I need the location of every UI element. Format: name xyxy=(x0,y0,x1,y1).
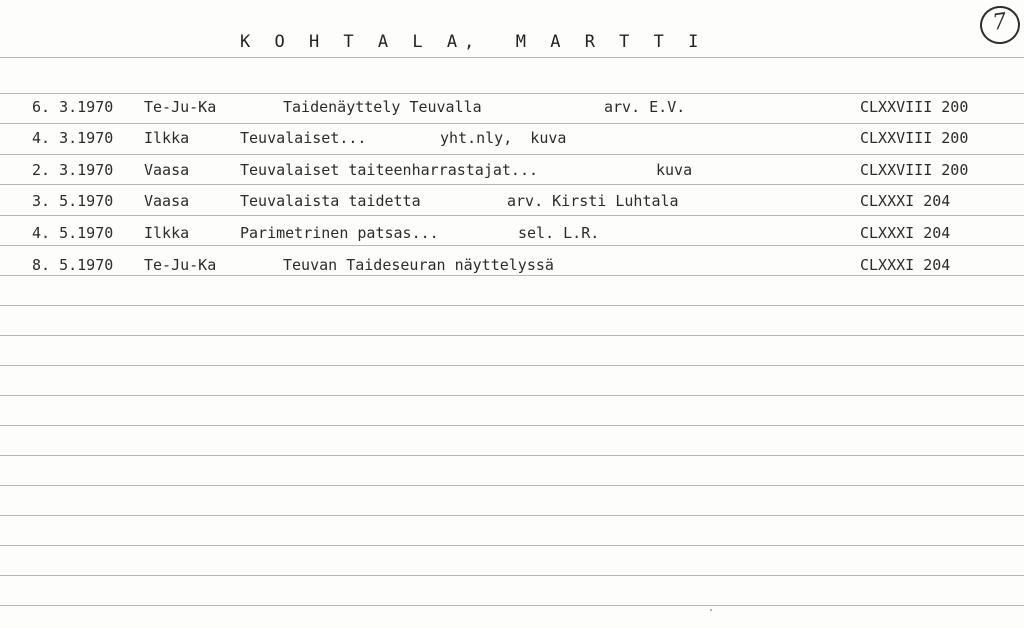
entry-source: Vaasa xyxy=(144,192,190,210)
card-number: 7 xyxy=(990,9,1009,36)
rule-line xyxy=(0,455,1024,456)
entry-note: yht.nly, kuva xyxy=(440,129,567,147)
entry-source: Te-Ju-Ka xyxy=(144,98,217,116)
rule-line xyxy=(0,395,1024,396)
entry-ref: CLXXXI 204 xyxy=(860,224,951,242)
entry-source: Ilkka xyxy=(144,129,190,147)
entry-date: 8. 5.1970 xyxy=(32,256,114,274)
entry-note: sel. L.R. xyxy=(518,224,600,242)
entry-ref: CLXXVIII 200 xyxy=(860,129,969,147)
rule-line xyxy=(0,515,1024,516)
card-number-circle xyxy=(978,3,1023,46)
entry-title: Taidenäyttely Teuvalla xyxy=(283,98,482,116)
entry-title: Teuvalaiset taiteenharrastajat... xyxy=(240,161,539,179)
entry-title: Teuvalaista taidetta xyxy=(240,192,421,210)
rule-line xyxy=(0,123,1024,124)
rule-line xyxy=(0,545,1024,546)
rule-line xyxy=(0,275,1024,276)
entry-note: kuva xyxy=(656,161,693,179)
entry-date: 4. 5.1970 xyxy=(32,224,114,242)
entry-note: arv. Kirsti Luhtala xyxy=(507,192,679,210)
entry-ref: CLXXXI 204 xyxy=(860,256,951,274)
rule-line xyxy=(0,575,1024,576)
rule-line xyxy=(0,305,1024,306)
entry-date: 4. 3.1970 xyxy=(32,129,114,147)
entry-source: Vaasa xyxy=(144,161,190,179)
paper-speck xyxy=(710,609,712,611)
entry-title: Parimetrinen patsas... xyxy=(240,224,439,242)
rule-line xyxy=(0,485,1024,486)
rule-line xyxy=(0,335,1024,336)
rule-line xyxy=(0,154,1024,155)
rule-line xyxy=(0,57,1024,58)
entry-source: Ilkka xyxy=(144,224,190,242)
rule-line xyxy=(0,605,1024,606)
card-title: K O H T A L A, M A R T T I xyxy=(240,32,706,52)
entry-ref: CLXXVIII 200 xyxy=(860,161,969,179)
entry-date: 2. 3.1970 xyxy=(32,161,114,179)
rule-line xyxy=(0,365,1024,366)
entry-note: arv. E.V. xyxy=(604,98,686,116)
entry-title: Teuvan Taideseuran näyttelyssä xyxy=(283,256,554,274)
entry-date: 3. 5.1970 xyxy=(32,192,114,210)
rule-line xyxy=(0,425,1024,426)
entry-ref: CLXXVIII 200 xyxy=(860,98,969,116)
rule-line xyxy=(0,215,1024,216)
entry-source: Te-Ju-Ka xyxy=(144,256,217,274)
entry-title: Teuvalaiset... xyxy=(240,129,367,147)
rule-line xyxy=(0,184,1024,185)
rule-line xyxy=(0,245,1024,246)
rule-line xyxy=(0,93,1024,94)
entry-ref: CLXXXI 204 xyxy=(860,192,951,210)
entry-date: 6. 3.1970 xyxy=(32,98,114,116)
